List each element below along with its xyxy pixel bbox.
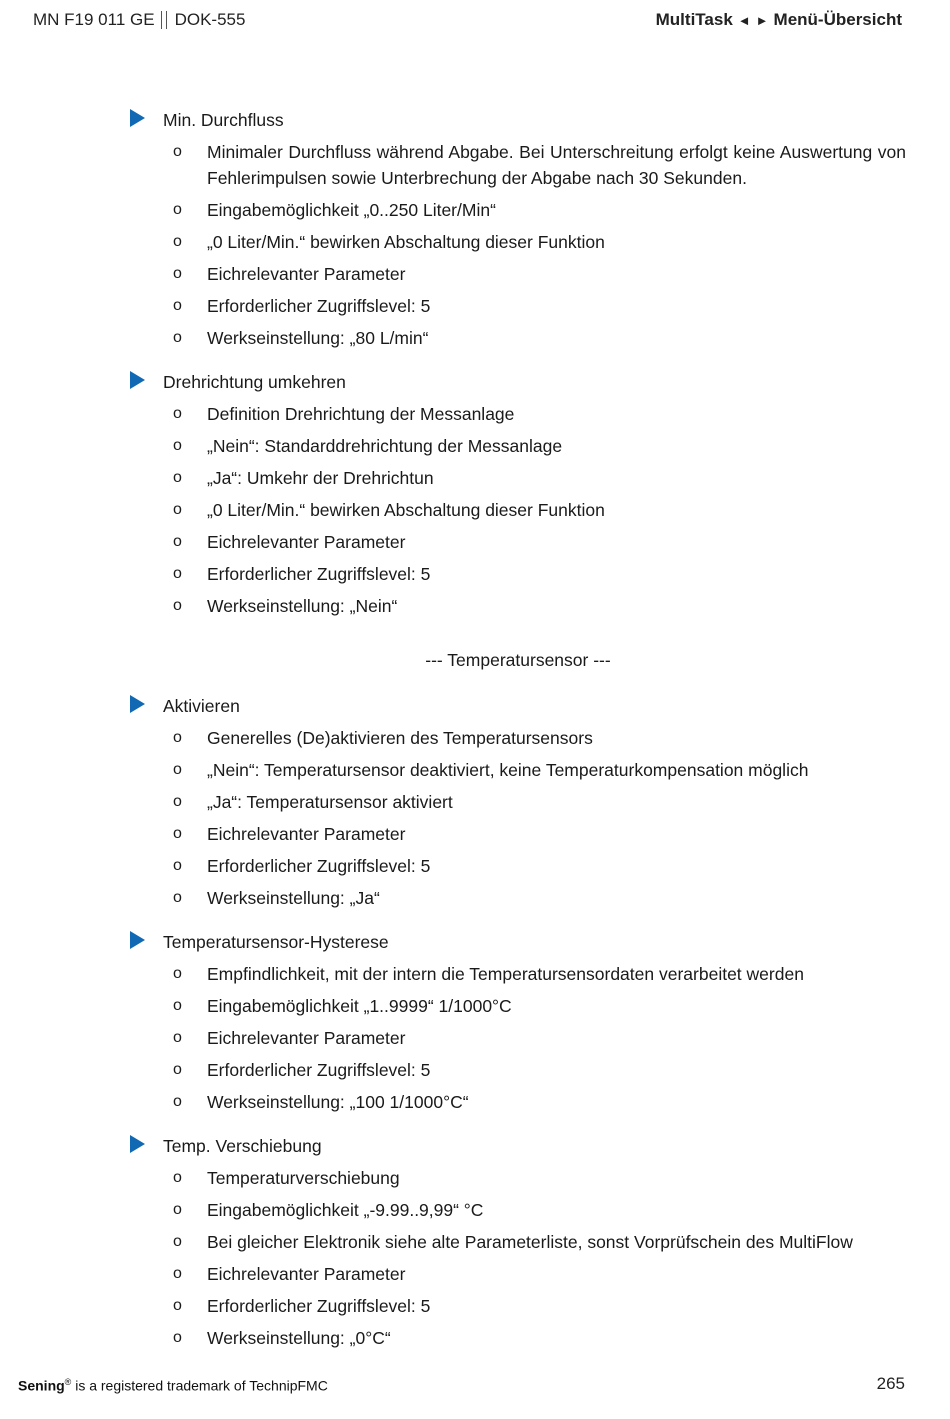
circle-bullet-icon: o bbox=[173, 533, 182, 550]
list-item-text: Definition Drehrichtung der Messanlage bbox=[207, 404, 515, 424]
circle-bullet-icon: o bbox=[173, 825, 182, 842]
circle-bullet-icon: o bbox=[173, 889, 182, 906]
doc-code: DOK-555 bbox=[174, 10, 246, 29]
list-item bbox=[130, 1162, 906, 1194]
triangle-right-icon: ► bbox=[755, 12, 769, 28]
brand-name: Sening bbox=[18, 1377, 65, 1394]
parameter-section bbox=[130, 926, 906, 1118]
circle-bullet-icon: o bbox=[173, 265, 182, 282]
section-heading bbox=[130, 690, 906, 722]
list-item bbox=[130, 818, 906, 850]
list-item-text: „Nein“: Temperatursensor deaktiviert, keine Temperaturkompensation möglich bbox=[207, 760, 809, 780]
circle-bullet-icon: o bbox=[173, 469, 182, 486]
circle-bullet-icon: o bbox=[173, 297, 182, 314]
section-item-list bbox=[130, 1162, 906, 1354]
section-item-list bbox=[130, 958, 906, 1118]
circle-bullet-icon: o bbox=[173, 143, 182, 160]
registered-mark: ® bbox=[64, 1377, 72, 1387]
triangle-bullet-icon bbox=[130, 695, 145, 713]
circle-bullet-icon: o bbox=[173, 729, 182, 746]
circle-bullet-icon: o bbox=[173, 1297, 182, 1314]
section-heading bbox=[130, 926, 906, 958]
list-item-text: Erforderlicher Zugriffslevel: 5 bbox=[207, 564, 431, 584]
circle-bullet-icon: o bbox=[173, 857, 182, 874]
list-item bbox=[130, 850, 906, 882]
list-item bbox=[130, 398, 906, 430]
list-item-text: Werkseinstellung: „Ja“ bbox=[207, 888, 380, 908]
list-item bbox=[130, 136, 906, 194]
section-divider-heading: --- Temperatursensor --- bbox=[425, 650, 611, 670]
list-item-text: Werkseinstellung: „100 1/1000°C“ bbox=[207, 1092, 469, 1112]
parameter-section bbox=[130, 690, 906, 914]
list-item bbox=[130, 722, 906, 754]
circle-bullet-icon: o bbox=[173, 965, 182, 982]
circle-bullet-icon: o bbox=[173, 1093, 182, 1110]
section-item-list bbox=[130, 136, 906, 354]
list-item-text: Erforderlicher Zugriffslevel: 5 bbox=[207, 296, 431, 316]
list-item-text: Werkseinstellung: „0°C“ bbox=[207, 1328, 391, 1348]
list-item-text: „0 Liter/Min.“ bewirken Abschaltung dieser Funktion bbox=[207, 500, 605, 520]
list-item bbox=[130, 1022, 906, 1054]
list-item-text: Empfindlichkeit, mit der intern die Temperatursensordaten verarbeitet werden bbox=[207, 964, 804, 984]
parameter-section bbox=[130, 366, 906, 622]
section-item-list bbox=[130, 722, 906, 914]
circle-bullet-icon: o bbox=[173, 501, 182, 518]
header-divider bbox=[161, 11, 167, 29]
circle-bullet-icon: o bbox=[173, 597, 182, 614]
section-group-flow bbox=[130, 104, 906, 622]
list-item bbox=[130, 194, 906, 226]
list-item bbox=[130, 526, 906, 558]
list-item-text: „0 Liter/Min.“ bewirken Abschaltung dieser Funktion bbox=[207, 232, 605, 252]
parameter-section bbox=[130, 1130, 906, 1354]
circle-bullet-icon: o bbox=[173, 1233, 182, 1250]
list-item bbox=[130, 990, 906, 1022]
parameter-section bbox=[130, 104, 906, 354]
list-item bbox=[130, 258, 906, 290]
header-title-left: MultiTask bbox=[655, 10, 733, 29]
list-item-text: Werkseinstellung: „Nein“ bbox=[207, 596, 398, 616]
section-title: Temp. Verschiebung bbox=[163, 1136, 322, 1156]
list-item-text: Werkseinstellung: „80 L/min“ bbox=[207, 328, 429, 348]
list-item-text: Generelles (De)aktivieren des Temperatursensors bbox=[207, 728, 593, 748]
triangle-bullet-icon bbox=[130, 1135, 145, 1153]
list-item-text: Eingabemöglichkeit „-9.99..9,99“ °C bbox=[207, 1200, 484, 1220]
list-item bbox=[130, 1086, 906, 1118]
list-item bbox=[130, 590, 906, 622]
circle-bullet-icon: o bbox=[173, 201, 182, 218]
list-item-text: Minimaler Durchfluss während Abgabe. Bei Unterschreitung erfolgt keine Auswertung von Fehlerimpulsen sowie Unterbrechung der Abgabe nach 30 Sekunden. bbox=[207, 142, 906, 188]
circle-bullet-icon: o bbox=[173, 437, 182, 454]
circle-bullet-icon: o bbox=[173, 1029, 182, 1046]
list-item bbox=[130, 882, 906, 914]
circle-bullet-icon: o bbox=[173, 405, 182, 422]
header-title-right: Menü-Übersicht bbox=[773, 10, 902, 29]
list-item bbox=[130, 558, 906, 590]
triangle-bullet-icon bbox=[130, 931, 145, 949]
circle-bullet-icon: o bbox=[173, 1329, 182, 1346]
list-item bbox=[130, 430, 906, 462]
list-item bbox=[130, 786, 906, 818]
circle-bullet-icon: o bbox=[173, 761, 182, 778]
list-item-text: Bei gleicher Elektronik siehe alte Parameterliste, sonst Vorprüfschein des MultiFlow bbox=[207, 1232, 853, 1252]
circle-bullet-icon: o bbox=[173, 565, 182, 582]
circle-bullet-icon: o bbox=[173, 1201, 182, 1218]
circle-bullet-icon: o bbox=[173, 793, 182, 810]
section-title: Temperatursensor-Hysterese bbox=[163, 932, 389, 952]
trademark-footer bbox=[18, 1377, 328, 1394]
list-item-text: Eichrelevanter Parameter bbox=[207, 264, 406, 284]
section-heading bbox=[130, 1130, 906, 1162]
list-item-text: Erforderlicher Zugriffslevel: 5 bbox=[207, 1060, 431, 1080]
section-title: Min. Durchfluss bbox=[163, 110, 284, 130]
page-number: 265 bbox=[876, 1374, 905, 1393]
list-item bbox=[130, 322, 906, 354]
list-item-text: Eichrelevanter Parameter bbox=[207, 532, 406, 552]
list-item-text: Eichrelevanter Parameter bbox=[207, 1028, 406, 1048]
list-item bbox=[130, 462, 906, 494]
circle-bullet-icon: o bbox=[173, 1061, 182, 1078]
list-item bbox=[130, 494, 906, 526]
chapter-header bbox=[656, 10, 902, 30]
list-item-text: Temperaturverschiebung bbox=[207, 1168, 400, 1188]
list-item-text: Erforderlicher Zugriffslevel: 5 bbox=[207, 856, 431, 876]
list-item-text: Erforderlicher Zugriffslevel: 5 bbox=[207, 1296, 431, 1316]
list-item bbox=[130, 1322, 906, 1354]
section-group-temperature bbox=[130, 690, 906, 1354]
doc-id: MN F19 011 GE bbox=[33, 10, 155, 29]
list-item bbox=[130, 958, 906, 990]
circle-bullet-icon: o bbox=[173, 329, 182, 346]
circle-bullet-icon: o bbox=[173, 1265, 182, 1282]
list-item bbox=[130, 1290, 906, 1322]
list-item bbox=[130, 1054, 906, 1086]
list-item-text: Eingabemöglichkeit „1..9999“ 1/1000°C bbox=[207, 996, 512, 1016]
list-item-text: „Ja“: Umkehr der Drehrichtun bbox=[207, 468, 434, 488]
list-item-text: Eichrelevanter Parameter bbox=[207, 824, 406, 844]
list-item bbox=[130, 290, 906, 322]
circle-bullet-icon: o bbox=[173, 997, 182, 1014]
triangle-bullet-icon bbox=[130, 109, 145, 127]
list-item-text: Eichrelevanter Parameter bbox=[207, 1264, 406, 1284]
circle-bullet-icon: o bbox=[173, 233, 182, 250]
list-item bbox=[130, 754, 906, 786]
section-title: Aktivieren bbox=[163, 696, 240, 716]
section-heading bbox=[130, 104, 906, 136]
list-item bbox=[130, 1194, 906, 1226]
triangle-left-icon: ◄ bbox=[737, 12, 751, 28]
list-item-text: „Nein“: Standarddrehrichtung der Messanlage bbox=[207, 436, 563, 456]
list-item bbox=[130, 1258, 906, 1290]
section-item-list bbox=[130, 398, 906, 622]
list-item-text: „Ja“: Temperatursensor aktiviert bbox=[207, 792, 453, 812]
page-content bbox=[130, 104, 906, 1366]
document-id-header bbox=[33, 10, 245, 30]
section-heading bbox=[130, 366, 906, 398]
triangle-bullet-icon bbox=[130, 371, 145, 389]
trademark-text: is a registered trademark of TechnipFMC bbox=[71, 1377, 328, 1394]
circle-bullet-icon: o bbox=[173, 1169, 182, 1186]
list-item bbox=[130, 1226, 906, 1258]
list-item bbox=[130, 226, 906, 258]
list-item-text: Eingabemöglichkeit „0..250 Liter/Min“ bbox=[207, 200, 496, 220]
section-title: Drehrichtung umkehren bbox=[163, 372, 346, 392]
